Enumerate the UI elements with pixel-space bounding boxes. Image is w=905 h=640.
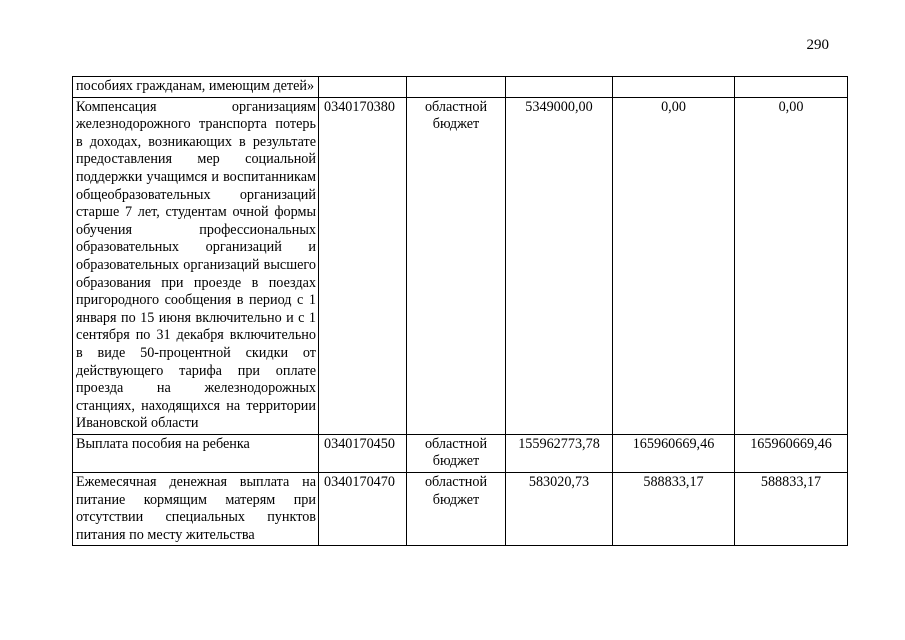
row-source: областной бюджет — [407, 473, 506, 546]
row-code — [319, 77, 407, 98]
row-value-1 — [506, 77, 613, 98]
row-source: областной бюджет — [407, 97, 506, 434]
row-value-3 — [735, 77, 848, 98]
budget-table — [72, 76, 848, 546]
row-source: областной бюджет — [407, 434, 506, 472]
row-source — [407, 77, 506, 98]
row-code: 0340170450 — [319, 434, 407, 472]
row-description: Ежемесячная денежная выплата на питание кормящим матерям при отсутствии специальных пунктов питания по месту жительства — [73, 473, 319, 546]
table-row — [73, 97, 848, 434]
row-value-1: 5349000,00 — [506, 97, 613, 434]
row-value-2: 165960669,46 — [613, 434, 735, 472]
row-value-3: 165960669,46 — [735, 434, 848, 472]
page-number: 290 — [806, 37, 829, 53]
row-value-1: 583020,73 — [506, 473, 613, 546]
row-description: Выплата пособия на ребенка — [73, 434, 319, 472]
row-value-2: 588833,17 — [613, 473, 735, 546]
table-row — [73, 434, 848, 472]
row-value-2: 0,00 — [613, 97, 735, 434]
table-row — [73, 473, 848, 546]
row-code: 0340170380 — [319, 97, 407, 434]
row-value-2 — [613, 77, 735, 98]
row-value-3: 588833,17 — [735, 473, 848, 546]
row-description: пособиях гражданам, имеющим детей» — [73, 77, 319, 98]
row-value-3: 0,00 — [735, 97, 848, 434]
row-description: Компенсация организациям железнодорожного транспорта потерь в доходах, возникающих в результате предоставления мер социальной поддержки учащимся и воспитанникам общеобразовательных организаций старше 7 лет, студентам очной формы обучения профессиональных образовательных организаций и образовательных организаций высшего образования при проезде в поездах пригородного сообщения в период с 1 января по 15 июня включительно и с 1 сентября по 31 декабря включительно в виде 50-процентной скидки от действующего тарифа при оплате проезда на железнодорожных станциях, находящихся на территории Ивановской области — [73, 97, 319, 434]
row-value-1: 155962773,78 — [506, 434, 613, 472]
row-code: 0340170470 — [319, 473, 407, 546]
table-row — [73, 77, 848, 98]
